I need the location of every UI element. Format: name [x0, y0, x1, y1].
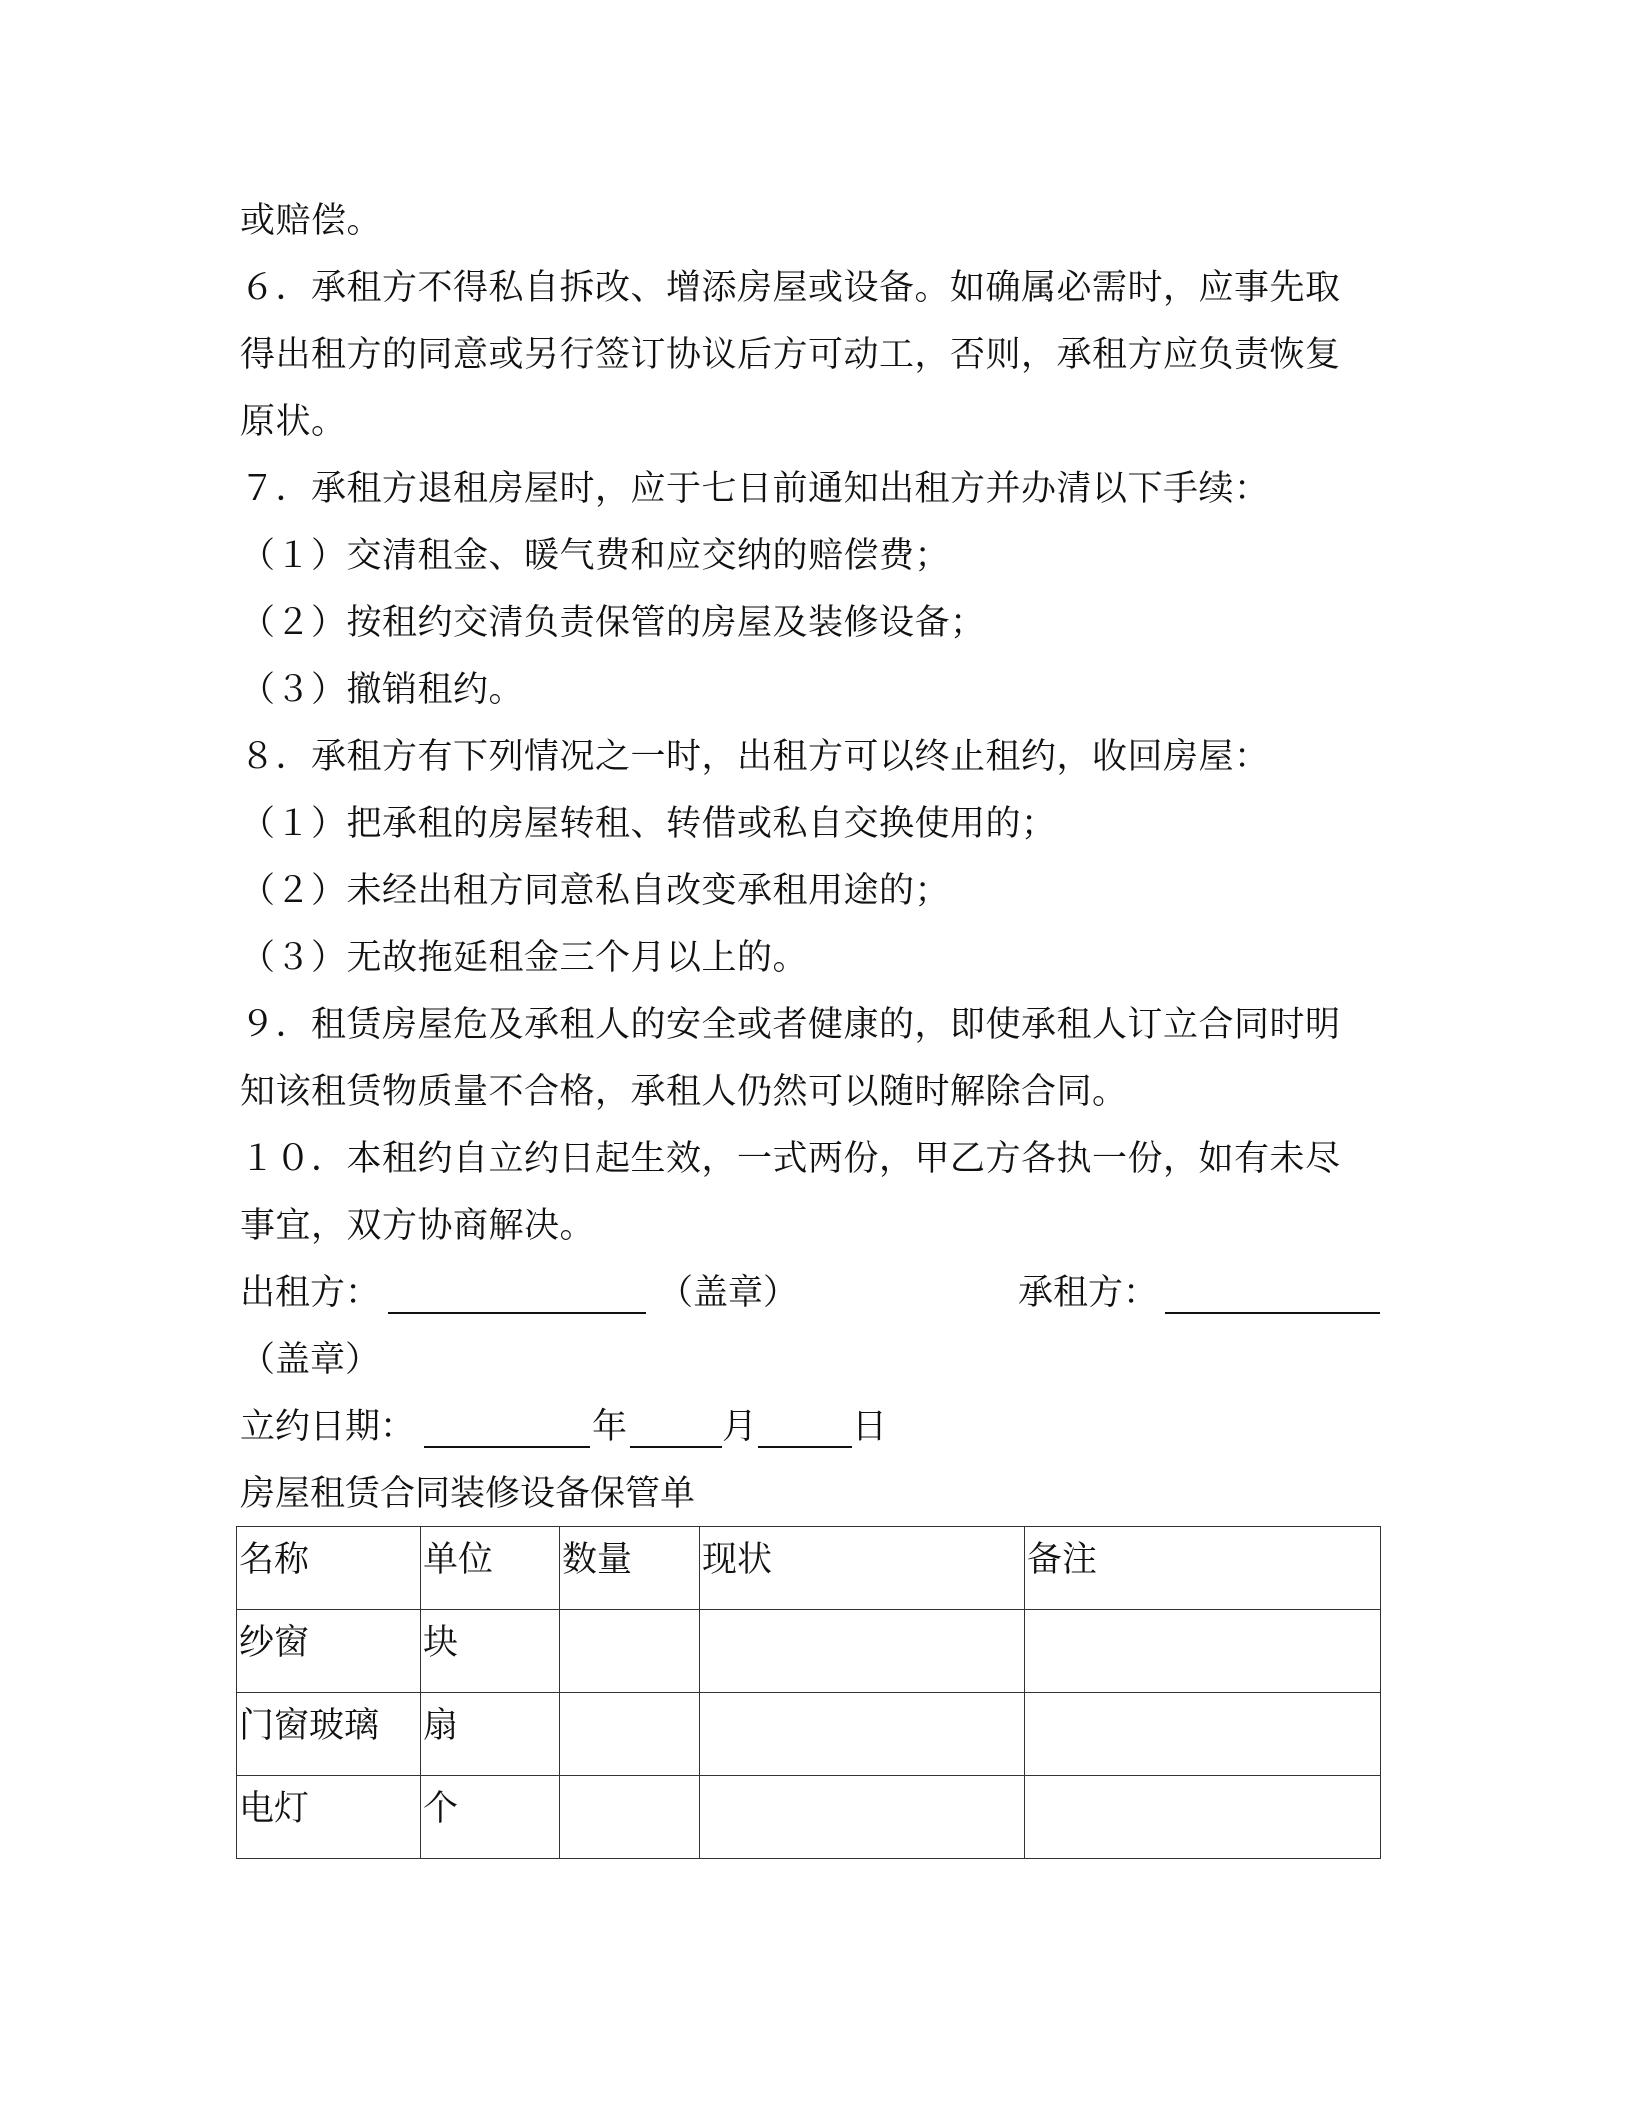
equipment-custody-table	[236, 1526, 1381, 1859]
signature-row	[240, 1260, 1380, 1327]
lessor-signature-field[interactable]	[388, 1312, 646, 1314]
cell-remarks[interactable]	[1025, 1610, 1381, 1693]
clause-10-line-2: 事宜，双方协商解决。	[240, 1206, 596, 1246]
clause-6-line-3: 原状。	[240, 402, 347, 442]
clause-8-item-1: （１）把承租的房屋转租、转借或私自交换使用的；	[240, 804, 1057, 844]
table-row	[237, 1610, 1381, 1693]
header-name: 名称	[237, 1527, 421, 1610]
table-title: 房屋租赁合同装修设备保管单	[240, 1474, 696, 1514]
clause-7-item-1: （１）交清租金、暖气费和应交纳的赔偿费；	[240, 536, 951, 576]
day-label: 日	[852, 1407, 888, 1447]
cell-condition[interactable]	[700, 1610, 1025, 1693]
table-row	[237, 1776, 1381, 1859]
lessee-seal-row	[240, 1327, 1380, 1394]
header-unit: 单位	[421, 1527, 560, 1610]
clause-9-line-2: 知该租赁物质量不合格，承租人仍然可以随时解除合同。	[240, 1072, 1128, 1112]
cell-condition[interactable]	[700, 1776, 1025, 1859]
header-remarks: 备注	[1025, 1527, 1381, 1610]
cell-remarks[interactable]	[1025, 1693, 1381, 1776]
cell-name: 门窗玻璃	[237, 1693, 421, 1776]
month-field[interactable]	[630, 1446, 722, 1448]
year-field[interactable]	[424, 1446, 590, 1448]
cell-name: 纱窗	[237, 1610, 421, 1693]
clause-8-item-3: （３）无故拖延租金三个月以上的。	[240, 938, 809, 978]
clause-10-line-1: １０．本租约自立约日起生效，一式两份，甲乙方各执一份，如有未尽	[240, 1139, 1341, 1179]
clause-7: ７．承租方退租房屋时，应于七日前通知出租方并办清以下手续：	[240, 469, 1270, 509]
clause-8: ８．承租方有下列情况之一时，出租方可以终止租约，收回房屋：	[240, 737, 1270, 777]
cell-quantity[interactable]	[560, 1693, 700, 1776]
cell-unit: 块	[421, 1610, 560, 1693]
cell-quantity[interactable]	[560, 1776, 700, 1859]
year-label: 年	[592, 1407, 628, 1447]
clause-7-item-3: （３）撤销租约。	[240, 670, 525, 710]
table-header-row	[237, 1527, 1381, 1610]
cell-quantity[interactable]	[560, 1610, 700, 1693]
month-label: 月	[722, 1407, 758, 1447]
clause-7-item-2: （２）按租约交清负责保管的房屋及装修设备；	[240, 603, 986, 643]
clause-6-line-2: 得出租方的同意或另行签订协议后方可动工，否则，承租方应负责恢复	[240, 335, 1341, 375]
clause-8-item-2: （２）未经出租方同意私自改变承租用途的；	[240, 871, 951, 911]
cell-condition[interactable]	[700, 1693, 1025, 1776]
lessor-seal-label: （盖章）	[658, 1273, 799, 1313]
date-row	[240, 1394, 1380, 1461]
cell-remarks[interactable]	[1025, 1776, 1381, 1859]
header-quantity: 数量	[560, 1527, 700, 1610]
date-label: 立约日期：	[240, 1407, 416, 1447]
contract-page	[240, 188, 1380, 1528]
header-condition: 现状	[700, 1527, 1025, 1610]
clause-9-line-1: ９．租赁房屋危及承租人的安全或者健康的，即使承租人订立合同时明	[240, 1005, 1341, 1045]
clause-6-line-1: ６．承租方不得私自拆改、增添房屋或设备。如确属必需时，应事先取	[240, 268, 1341, 308]
paragraph-line: 或赔偿。	[240, 201, 383, 241]
lessee-label: 承租方：	[1018, 1273, 1159, 1313]
lessee-signature-field[interactable]	[1165, 1312, 1380, 1314]
cell-unit: 个	[421, 1776, 560, 1859]
lessee-seal-label: （盖章）	[240, 1340, 381, 1380]
table-row	[237, 1693, 1381, 1776]
cell-unit: 扇	[421, 1693, 560, 1776]
lessor-label: 出租方：	[240, 1273, 381, 1313]
day-field[interactable]	[758, 1446, 852, 1448]
cell-name: 电灯	[237, 1776, 421, 1859]
